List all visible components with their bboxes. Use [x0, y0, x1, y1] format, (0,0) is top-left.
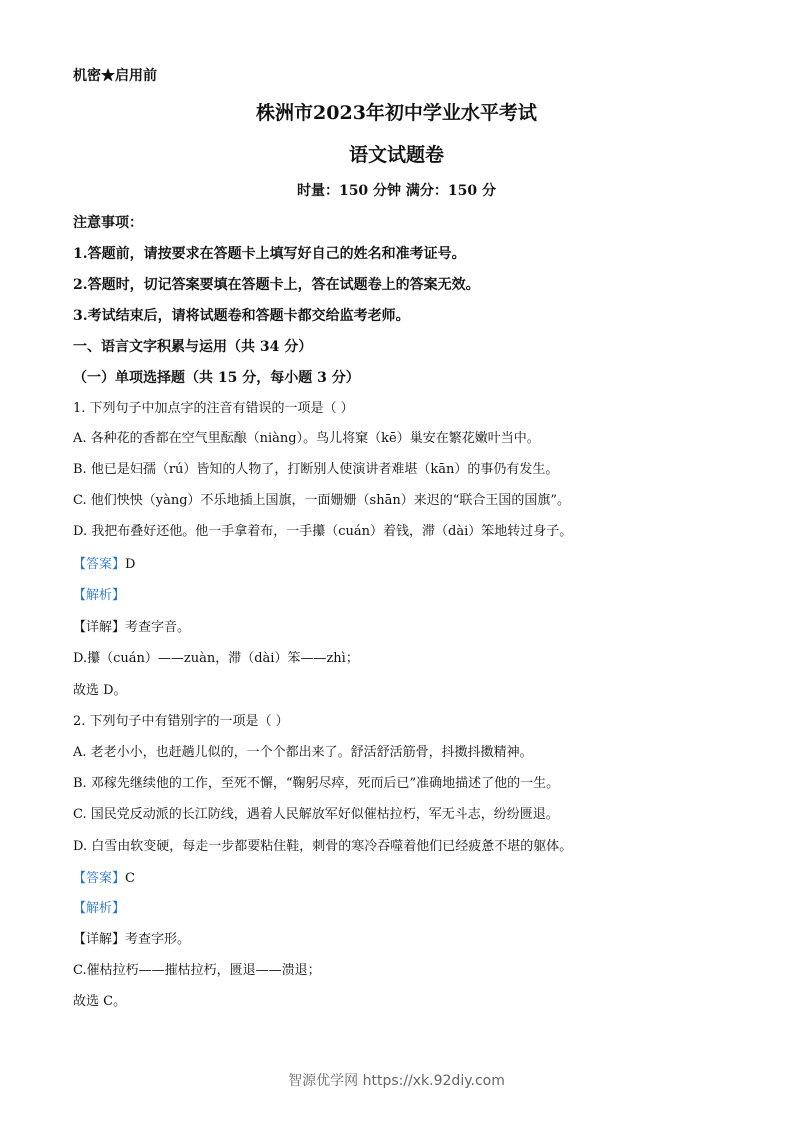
- answer-value: C: [125, 871, 135, 886]
- notice-item: 1.答题前，请按要求在答题卡上填写好自己的姓名和准考证号。: [73, 246, 466, 262]
- question-stem: 1. 下列句子中加点字的注音有错误的一项是（ ）: [73, 401, 354, 416]
- answer-tag: 【答案】: [73, 871, 126, 886]
- notice-item: 2.答题时，切记答案要填在答题卡上，答在试题卷上的答案无效。: [73, 277, 480, 293]
- option-c: C. 国民党反动派的长江防线，遇着人民解放军好似催枯拉朽，军无斗志，纷纷匮退。: [73, 807, 559, 822]
- detail-line: 【详解】考查字形。: [73, 932, 191, 947]
- exam-title: 株洲市2023年初中学业水平考试: [256, 102, 537, 124]
- analysis-tag: 【解析】: [73, 588, 126, 603]
- part-title: （一）单项选择题（共 15 分，每小题 3 分）: [73, 370, 360, 386]
- confidential-label: 机密★启用前: [73, 68, 157, 84]
- exam-subtitle: 语文试题卷: [348, 144, 444, 166]
- answer-line: [73, 870, 135, 888]
- option-a: A. 老老小小，也赶趟儿似的，一个个都出来了。舒活舒活筋骨，抖擞抖擞精神。: [73, 745, 533, 760]
- answer-line: [73, 556, 135, 574]
- exam-meta: 时量：150 分钟 满分：150 分: [296, 183, 497, 199]
- analysis-tag: 【解析】: [73, 901, 126, 916]
- option-d: D. 我把布叠好还他。他一手拿着布，一手攥（cuán）着钱，滞（dài）笨地转过身子。: [73, 524, 573, 539]
- option-b: B. 他已是妇孺（rú）皆知的人物了，打断别人使演讲者难堪（kān）的事仍有发生。: [73, 462, 559, 477]
- notice-heading: 注意事项：: [73, 215, 143, 231]
- option-b: B. 邓稼先继续他的工作，至死不懈，“鞠躬尽瘁，死而后已”准确地描述了他的一生。: [73, 776, 560, 791]
- option-a: A. 各种花的香都在空气里酝酿（niàng）。鸟儿将窠（kē）巢安在繁花嫩叶当中。: [73, 431, 540, 446]
- conclusion-line: 故选 D。: [73, 683, 127, 698]
- section-title: 一、语言文字积累与运用（共 34 分）: [73, 339, 313, 355]
- conclusion-line: 故选 C。: [73, 994, 127, 1009]
- answer-tag: 【答案】: [73, 557, 126, 572]
- question-stem: 2. 下列句子中有错别字的一项是（ ）: [73, 714, 289, 729]
- explain-line: C.催枯拉朽——摧枯拉朽，匮退——溃退；: [73, 963, 321, 978]
- explain-line: D.攥（cuán）——zuàn，滞（dài）笨——zhì；: [73, 651, 359, 666]
- notice-item: 3.考试结束后，请将试题卷和答题卡都交给监考老师。: [73, 308, 410, 324]
- detail-line: 【详解】考查字音。: [73, 620, 191, 635]
- option-d: D. 白雪由软变硬，每走一步都要粘住鞋，刺骨的寒冷吞噬着他们已经疲惫不堪的躯体。: [73, 839, 573, 854]
- answer-value: D: [125, 557, 136, 572]
- footer-watermark: 智源优学网 https://xk.92diy.com: [288, 1073, 505, 1089]
- option-c: C. 他们怏怏（yàng）不乐地插上国旗，一面姗姗（shān）来迟的“联合王国的国旗”。: [73, 493, 570, 508]
